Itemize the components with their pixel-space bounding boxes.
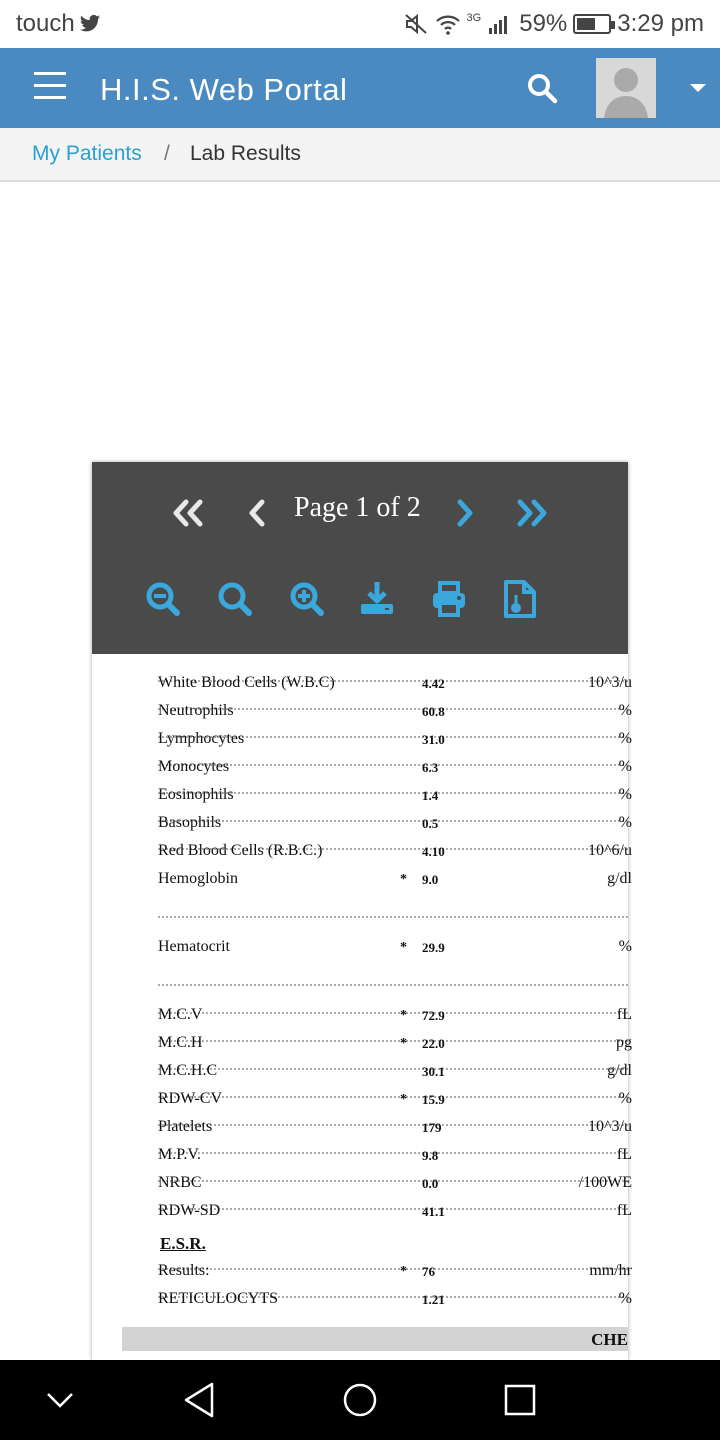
lab-name: Lymphocytes — [158, 730, 245, 747]
lab-name: Hemoglobin — [158, 870, 238, 887]
home-icon[interactable] — [340, 1380, 380, 1420]
lab-name: M.P.V. — [158, 1146, 201, 1163]
breadcrumb — [0, 128, 720, 182]
lab-unit: g/dl — [607, 1062, 632, 1079]
lab-unit: fL — [616, 1202, 632, 1219]
lab-value: 4.10 — [422, 844, 445, 859]
lab-name: RETICULOCYTS — [158, 1290, 278, 1307]
lab-unit: g/dl — [607, 870, 632, 887]
pdf-viewer — [92, 462, 632, 1360]
lab-value: 0.0 — [422, 1176, 439, 1191]
abnormal-flag: * — [400, 872, 407, 887]
zoom-in-icon[interactable] — [288, 580, 326, 618]
lab-value: 76 — [422, 1264, 435, 1279]
lab-unit: 10^6/u — [588, 842, 632, 859]
lab-unit: /100WE — [578, 1174, 632, 1191]
signal-icon — [487, 12, 513, 36]
lab-name: M.C.H.C — [158, 1062, 218, 1079]
back-icon[interactable] — [180, 1380, 220, 1420]
lab-name: NRBC — [158, 1174, 202, 1191]
lab-result-row — [158, 794, 632, 831]
lab-value: 31.0 — [422, 732, 445, 747]
system-nav-bar — [0, 1360, 720, 1440]
lab-unit: % — [618, 758, 632, 775]
esr-section-title: E.S.R. — [160, 1234, 206, 1253]
twitter-icon — [79, 14, 101, 34]
lab-result-row — [158, 738, 632, 775]
lab-name: M.C.V — [158, 1006, 203, 1023]
battery-percent: 59% — [519, 10, 568, 37]
lab-result-row — [158, 1098, 632, 1135]
lab-result-row — [158, 1242, 632, 1279]
status-left — [16, 10, 101, 38]
lab-value: 22.0 — [422, 1036, 445, 1051]
carrier-label: touch — [16, 10, 75, 37]
lab-name: White Blood Cells (W.B.C) — [158, 674, 335, 691]
lab-unit: 10^3/u — [588, 674, 632, 691]
page-indicator: Page 1 of 2 — [294, 492, 421, 523]
avatar[interactable] — [596, 58, 656, 118]
network-type: 3G — [466, 12, 482, 24]
lab-result-row — [158, 918, 632, 986]
lab-name: Red Blood Cells (R.B.C.) — [158, 842, 323, 859]
status-right — [403, 10, 704, 38]
lab-value: 30.1 — [422, 1064, 445, 1079]
pdf-toolbar — [92, 462, 628, 654]
chevron-down-icon[interactable] — [690, 84, 706, 92]
lab-name: RDW-CV — [158, 1090, 222, 1107]
search-icon[interactable] — [524, 70, 560, 106]
lab-name: RDW-SD — [158, 1202, 221, 1219]
abnormal-flag: * — [400, 1264, 407, 1279]
recents-icon[interactable] — [500, 1380, 540, 1420]
abnormal-flag: * — [400, 1092, 407, 1107]
lab-value: 60.8 — [422, 704, 445, 719]
lab-unit: % — [618, 1090, 632, 1107]
lab-unit: % — [618, 786, 632, 803]
lab-unit: mm/hr — [589, 1262, 632, 1279]
lab-value: 9.8 — [422, 1148, 439, 1163]
lab-value: 1.4 — [422, 788, 439, 803]
lab-value: 15.9 — [422, 1092, 445, 1107]
lab-name: Neutrophils — [158, 702, 234, 719]
abnormal-flag: * — [400, 1008, 407, 1023]
zoom-out-icon[interactable] — [144, 580, 182, 618]
lab-value: 29.9 — [422, 940, 445, 955]
lab-unit: fL — [616, 1006, 632, 1023]
lab-value: 9.0 — [422, 872, 439, 887]
last-page-icon[interactable] — [512, 496, 552, 530]
lab-result-row — [158, 654, 632, 691]
lab-unit: % — [618, 730, 632, 747]
lab-value: 179 — [422, 1120, 442, 1135]
lab-result-row — [158, 986, 632, 1023]
battery-icon — [573, 14, 611, 34]
lab-name: Hematocrit — [158, 938, 230, 955]
lab-unit: fL — [616, 1146, 632, 1163]
previous-page-icon[interactable] — [238, 496, 278, 530]
document-info-icon[interactable] — [500, 580, 538, 618]
lab-unit: 10^3/u — [588, 1118, 632, 1135]
lab-result-row — [158, 822, 632, 859]
next-page-icon[interactable] — [444, 496, 484, 530]
user-silhouette-icon — [596, 58, 656, 118]
first-page-icon[interactable] — [168, 496, 208, 530]
lab-name: M.C.H — [158, 1034, 203, 1051]
lab-value: 4.42 — [422, 676, 445, 691]
lab-value: 72.9 — [422, 1008, 445, 1023]
lab-name: Results: — [158, 1262, 210, 1279]
breadcrumb-current: Lab Results — [190, 142, 301, 165]
status-bar — [0, 0, 720, 48]
collapse-chevron-icon[interactable] — [40, 1380, 80, 1420]
app-header — [0, 48, 720, 128]
menu-icon[interactable] — [34, 72, 66, 102]
lab-value: 41.1 — [422, 1204, 445, 1219]
next-section-header — [122, 1327, 628, 1351]
abnormal-flag: * — [400, 940, 407, 955]
breadcrumb-separator: / — [164, 142, 170, 165]
document-page — [92, 654, 632, 1360]
print-icon[interactable] — [430, 580, 468, 618]
wifi-icon — [435, 12, 461, 36]
lab-unit: % — [618, 938, 632, 955]
lab-unit: % — [618, 1290, 632, 1307]
lab-unit: % — [618, 702, 632, 719]
lab-name: Monocytes — [158, 758, 230, 775]
next-section-label: CHE — [591, 1330, 628, 1349]
lab-unit: % — [618, 814, 632, 831]
search-document-icon[interactable] — [216, 580, 254, 618]
lab-value: 1.21 — [422, 1292, 445, 1307]
lab-value: 0.5 — [422, 816, 439, 831]
breadcrumb-my-patients[interactable]: My Patients — [32, 142, 142, 165]
lab-name: Platelets — [158, 1118, 213, 1135]
lab-name: Eosinophils — [158, 786, 234, 803]
download-icon[interactable] — [358, 580, 396, 618]
lab-name: Basophils — [158, 814, 222, 831]
abnormal-flag: * — [400, 1036, 407, 1051]
lab-unit: pg — [616, 1034, 632, 1051]
lab-result-row — [158, 766, 632, 803]
clock: 3:29 pm — [617, 10, 704, 37]
mute-icon — [403, 12, 429, 36]
app-title: H.I.S. Web Portal — [100, 72, 348, 107]
lab-value: 6.3 — [422, 760, 439, 775]
lab-result-row — [158, 710, 632, 747]
